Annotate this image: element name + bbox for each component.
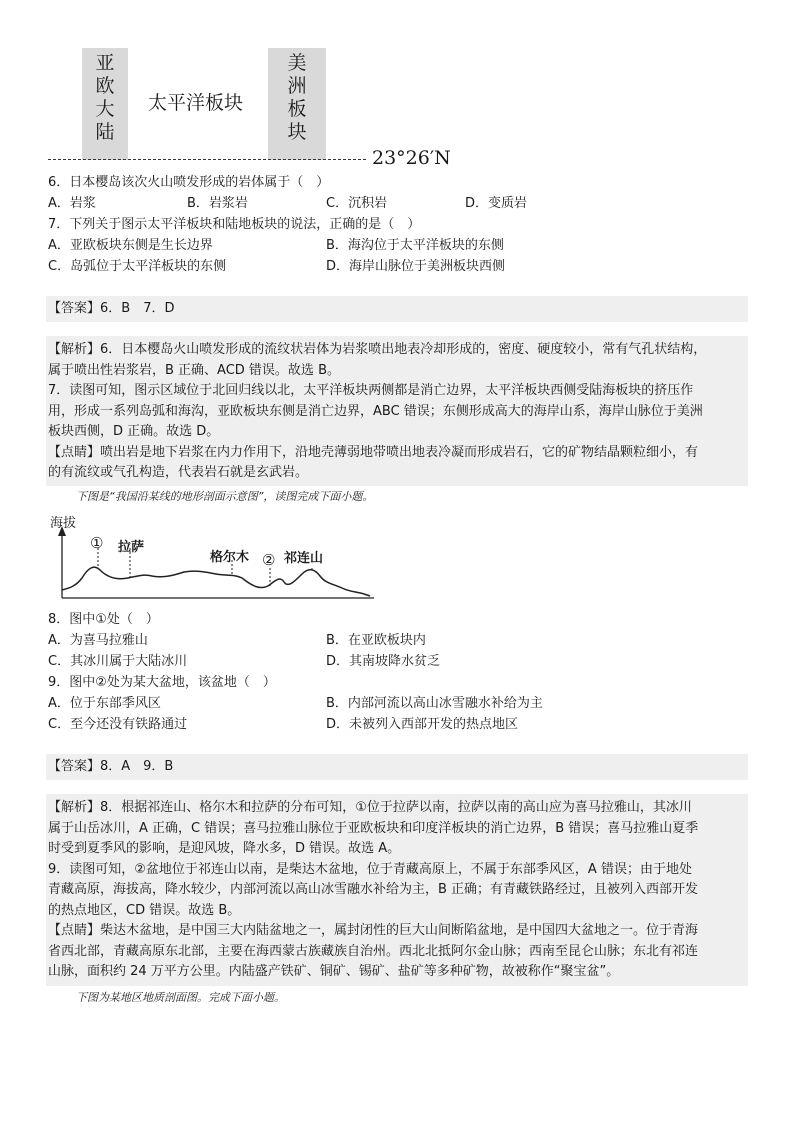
analysis-line: 板块西侧，D 正确。故选 D。 (48, 424, 220, 439)
analysis-block-1 (46, 336, 748, 486)
analysis-line: 青藏高原，海拔高，降水较少，内部河流以高山冰雪融水补给为主，B 正确；有青藏铁路经过，且被列入西部开发 (48, 882, 699, 897)
analysis-line: 【解析】8．根据祁连山、格尔木和拉萨的分布可知，①位于拉萨以南，拉萨以南的高山应为喜马拉雅山，其冰川 (48, 800, 692, 815)
question-6-stem: 6．日本樱岛该次火山喷发形成的岩体属于（ ） (48, 175, 330, 190)
plate-char: 亚 (95, 52, 115, 74)
q8-option-a: A．为喜马拉雅山 (48, 633, 148, 648)
q8-option-d: D．其南坡降水贫乏 (326, 654, 441, 669)
q6-option-d: D．变质岩 (465, 196, 528, 211)
marker-1: ① (90, 534, 104, 552)
analysis-2-text (48, 798, 748, 983)
q6-option-a: A．岩浆 (48, 196, 96, 211)
question-7-stem: 7．下列关于图示太平洋板块和陆地板块的说法，正确的是（ ） (48, 217, 421, 232)
plate-char: 陆 (95, 121, 115, 143)
plate-char: 美 (287, 52, 307, 74)
question-9-stem: 9．图中②处为某大盆地，该盆地（ ） (48, 675, 276, 690)
golmud-label: 格尔木 (210, 550, 250, 565)
latitude-label: 23°26′N (372, 147, 451, 169)
lhasa-label: 拉萨 (118, 540, 145, 555)
analysis-line: 9．读图可知，②盆地位于祁连山以南，是柴达木盆地，位于青藏高原上，不属于东部季风区，A 错误；由于地处 (48, 861, 692, 877)
intro-3: 下图为某地区地质剖面图。完成下面小题。 (76, 991, 285, 1004)
plate-char: 欧 (95, 75, 115, 97)
analysis-line: 【点睛】喷出岩是地下岩浆在内力作用下，沿地壳薄弱地带喷出地表冷凝而形成岩石，它的矿物结晶颗粒细小，有 (48, 444, 699, 460)
marker-2: ② (262, 551, 276, 569)
analysis-line: 属于喷出性岩浆岩，B 正确、ACD 错误。故选 B。 (48, 362, 340, 378)
altitude-label: 海拔 (50, 516, 77, 531)
qilian-label: 祁连山 (284, 551, 324, 566)
tropic-dashed-line (48, 159, 366, 160)
terrain-line (62, 567, 370, 596)
q7-option-b: B．海沟位于太平洋板块的东侧 (326, 238, 504, 253)
q6-option-c: C．沉积岩 (326, 196, 388, 211)
analysis-line: 省西北部，青藏高原东北部，主要在海西蒙古族藏族自治州。西北北抵阿尔金山脉；西南至昆仑山脉；东北有祁连 (48, 943, 699, 959)
q9-option-c: C．至今还没有铁路通过 (48, 717, 188, 732)
q8-option-c: C．其冰川属于大陆冰川 (48, 654, 188, 669)
q9-option-d: D．未被列入西部开发的热点地区 (326, 717, 519, 732)
plate-char: 板 (287, 98, 307, 120)
analysis-line: 用，形成一系列岛弧和海沟，亚欧板块东侧是消亡边界，ABC 错误；东侧形成高大的海岸山系，海岸山脉位于美洲 (48, 403, 703, 419)
answer-1: 【答案】6．B 7．D (48, 301, 175, 316)
q7-option-c: C．岛弧位于太平洋板块的东侧 (48, 259, 227, 274)
plate-char: 块 (287, 121, 307, 143)
analysis-line: 的热点地区，CD 错误。故选 B。 (48, 902, 241, 918)
eurasian-plate-box (82, 48, 128, 160)
analysis-line: 山脉，面积约 24 万平方公里。内陆盛产铁矿、铜矿、锡矿、盐矿等多种矿物，故被称作“聚宝盆”。 (48, 964, 620, 979)
analysis-line: 属于山岳冰川，A 正确，C 错误；喜马拉雅山脉位于亚欧板块和印度洋板块的消亡边界，B 错误；喜马拉雅山夏季 (48, 820, 699, 836)
q9-option-b: B．内部河流以高山冰雪融水补给为主 (326, 696, 543, 711)
question-8-stem: 8．图中①处（ ） (48, 612, 159, 627)
american-plate-box (268, 48, 326, 160)
answer-2: 【答案】8．A 9．B (48, 759, 174, 774)
q8-option-b: B．在亚欧板块内 (326, 633, 426, 648)
plate-char: 大 (95, 98, 115, 120)
analysis-line: 时受到夏季风的影响，是迎风坡，降水多，D 错误。故选 A。 (48, 841, 401, 856)
analysis-block-2 (46, 794, 748, 986)
q9-option-a: A．位于东部季风区 (48, 696, 161, 711)
answer-block-2 (46, 754, 748, 780)
q7-option-a: A．亚欧板块东侧是生长边界 (48, 238, 213, 253)
q6-option-b: B．岩浆岩 (187, 196, 248, 211)
analysis-line: 【点睛】柴达木盆地，是中国三大内陆盆地之一，属封闭性的巨大山间断陷盆地，是中国四大盆地之一。位于青海 (48, 923, 699, 938)
q7-option-d: D．海岸山脉位于美洲板块西侧 (326, 259, 506, 274)
answer-block-1 (46, 296, 748, 322)
analysis-line: 7．读图可知，图示区域位于北回归线以北，太平洋板块两侧都是消亡边界，太平洋板块西侧受陆海板块的挤压作 (48, 383, 694, 398)
analysis-line: 的有流纹或气孔构造，代表岩石就是玄武岩。 (48, 465, 309, 480)
analysis-line: 【解析】6．日本樱岛火山喷发形成的流纹状岩体为岩浆喷出地表冷却形成的，密度、硬度较小，常有气孔状结构， (48, 342, 707, 357)
analysis-1-text (48, 340, 748, 484)
intro-2: 下图是“我国沿某线的地形剖面示意图”，读图完成下面小题。 (76, 490, 374, 503)
pacific-plate-label: 太平洋板块 (148, 92, 244, 114)
plate-char: 洲 (287, 75, 307, 97)
